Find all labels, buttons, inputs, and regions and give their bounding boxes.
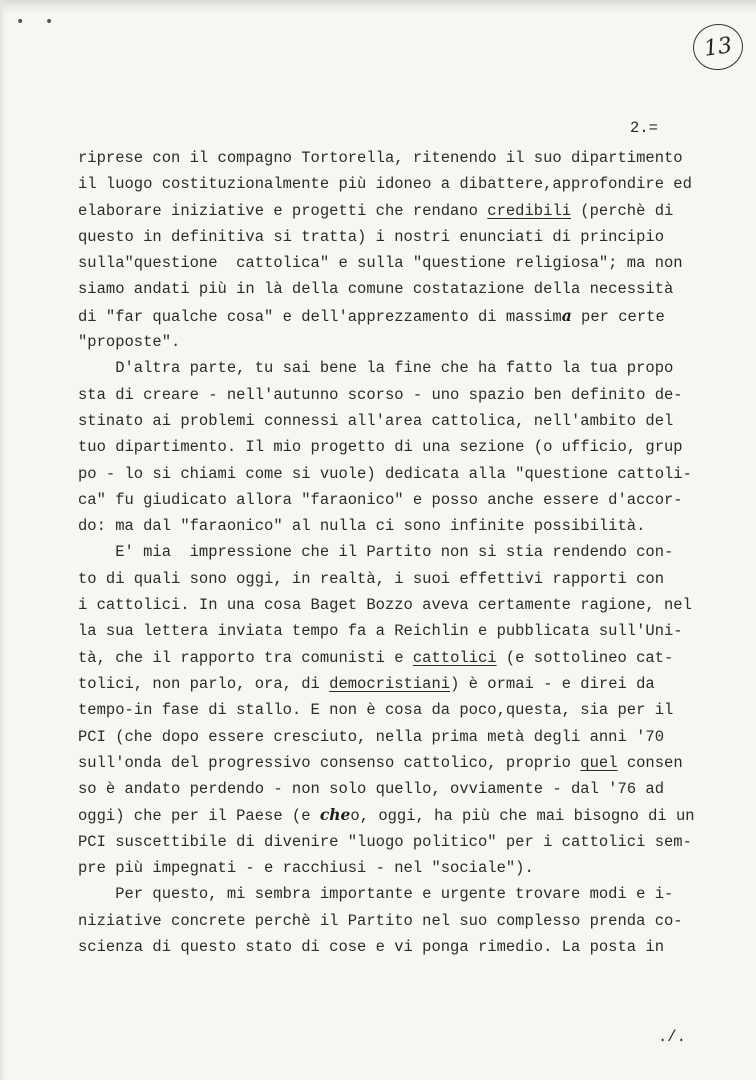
text-line: di "far qualche cosa" e dell'apprezzamento di massima per certe: [78, 305, 665, 326]
archive-page-stamp: [690, 21, 746, 74]
text-line: do: ma dal "faraonico" al nulla ci sono infinite possibilità.: [78, 517, 646, 536]
text-line: i cattolici. In una cosa Baget Bozzo aveva certamente ragione, nel: [78, 596, 692, 615]
text-line: "proposte".: [78, 333, 181, 352]
punch-marks: • •: [16, 14, 60, 30]
text-line: il luogo costituzionalmente più idoneo a dibattere,approfondire ed: [78, 175, 692, 194]
text-line: la sua lettera inviata tempo fa a Reichlin e pubblicata sull'Uni-: [78, 622, 683, 641]
text-line: tuo dipartimento. Il mio progetto di una sezione (o ufficio, grup: [78, 438, 683, 457]
underlined-word: quel: [580, 753, 618, 772]
text-line: questo in definitiva si tratta) i nostri enunciati di principio: [78, 227, 664, 246]
text-line: riprese con il compagno Tortorella, ritenendo il suo dipartimento: [78, 149, 683, 167]
text-line: pre più impegnati - e racchiusi - nel "sociale").: [78, 859, 534, 878]
letter-body: [78, 145, 718, 960]
text-line: scienza di questo stato di cose e vi ponga rimedio. La posta in: [78, 937, 664, 956]
text-line: D'altra parte, tu sai bene la fine che ha fatto la tua propo: [78, 359, 674, 378]
text-line: tempo-in fase di stallo. E non è cosa da poco,questa, sia per il: [78, 701, 674, 720]
text-line: to di quali sono oggi, in realtà, i suoi effettivi rapporti con: [78, 569, 664, 588]
text-line: PCI (che dopo essere cresciuto, nella prima metà degli anni '70: [78, 727, 664, 746]
text-line: so è andato perdendo - non solo quello, ovviamente - dal '76 ad: [78, 780, 664, 799]
text-line: elaborare iniziative e progetti che rendano credibili (perchè di: [78, 201, 674, 220]
text-line: siamo andati più in là della comune costatazione della necessità: [78, 280, 674, 299]
text-line: po - lo si chiami come si vuole) dedicata alla "questione cattoli-: [78, 464, 692, 483]
handwritten-correction: che: [319, 805, 351, 825]
scan-left-edge: [0, 0, 6, 1080]
text-line: tolici, non parlo, ora, di democristiani) è ormai - e direi da: [78, 674, 655, 693]
handwritten-correction: a: [561, 305, 572, 325]
stamp-number: 13: [702, 32, 734, 62]
text-line: Per questo, mi sembra importante e urgente trovare modi e i-: [78, 885, 674, 904]
underlined-word: credibili: [487, 201, 571, 220]
text-line: sulla"questione cattolica" e sulla "questione religiosa"; ma non: [78, 254, 683, 273]
underlined-word: cattolici: [412, 648, 497, 667]
text-line: ca" fu giudicato allora "faraonico" e posso anche essere d'accor-: [78, 490, 683, 509]
page-number: 2.=: [630, 119, 658, 137]
text-line: stinato ai problemi connessi all'area cattolica, nell'ambito del: [78, 411, 674, 430]
text-line: tà, che il rapporto tra comunisti e cattolici (e sottolineo cat-: [78, 648, 674, 667]
underlined-word: democristiani: [329, 674, 451, 693]
text-line: E' mia impressione che il Partito non si stia rendendo con-: [78, 543, 674, 562]
text-line: sta di creare - nell'autunno scorso - uno spazio ben definito de-: [78, 385, 683, 404]
text-line: sull'onda del progressivo consenso cattolico, proprio quel consen: [78, 753, 683, 772]
text-line: oggi) che per il Paese (e cheo, oggi, ha più che mai bisogno di un: [78, 805, 695, 826]
text-line: PCI suscettibile di divenire "luogo politico" per i cattolici sem-: [78, 832, 692, 851]
text-line: niziative concrete perchè il Partito nel suo complesso prenda co-: [78, 911, 683, 930]
scan-top-edge: [0, 0, 756, 14]
continuation-mark: ./.: [658, 1028, 686, 1046]
